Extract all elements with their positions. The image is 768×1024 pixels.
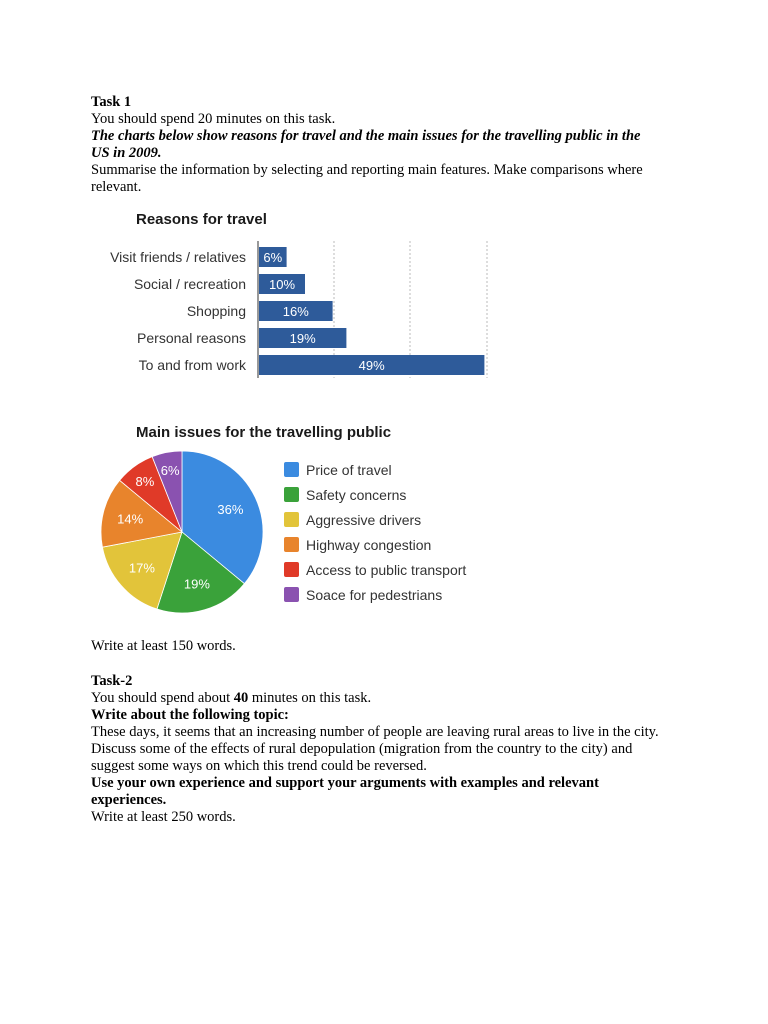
legend-swatch	[284, 587, 299, 602]
pie-value-label: 14%	[117, 511, 144, 527]
pie-value-label: 36%	[217, 502, 244, 518]
bar-value-label: 49%	[358, 358, 385, 373]
legend-swatch	[284, 562, 299, 577]
task2-time-value: 40	[233, 690, 249, 706]
bar-category-label: Shopping	[186, 303, 246, 319]
task2-body-line3: suggest some ways on which this trend could be reversed.	[91, 758, 427, 774]
task1-prompt-line2: US in 2009.	[91, 145, 162, 161]
legend-label: Aggressive drivers	[306, 512, 422, 528]
main-issues-chart	[101, 424, 466, 613]
task2-time-prefix: You should spend about	[91, 690, 234, 706]
legend-swatch	[284, 537, 299, 552]
task2-support-line1: Use your own experience and support your arguments with examples and relevant	[91, 775, 599, 791]
task1-word-count: Write at least 150 words.	[91, 638, 236, 654]
bar-value-label: 16%	[282, 304, 309, 319]
task2-time	[91, 690, 681, 707]
bar-value-label: 6%	[263, 250, 283, 265]
legend-label: Access to public transport	[306, 562, 467, 578]
task1-footer	[91, 638, 681, 655]
task2-heading: Task-2	[91, 673, 133, 689]
bar-chart-title: Reasons for travel	[136, 211, 267, 228]
legend-swatch	[284, 462, 299, 477]
task1-time: You should spend 20 minutes on this task.	[91, 111, 336, 127]
bar-value-label: 10%	[268, 277, 296, 292]
task2-word-count: Write at least 250 words.	[91, 809, 236, 825]
legend-swatch	[284, 512, 299, 527]
legend-label: Safety concerns	[306, 487, 407, 503]
pie-value-label: 6%	[160, 462, 180, 478]
pie-value-label: 17%	[128, 560, 155, 576]
legend-label: Soace for pedestrians	[306, 587, 443, 603]
bar-category-label: To and from work	[138, 357, 246, 373]
bar-category-label: Social / recreation	[133, 276, 246, 292]
legend-swatch	[284, 487, 299, 502]
task2-body-line1: These days, it seems that an increasing number of people are leaving rural areas to live in the city.	[91, 724, 659, 740]
task1-heading: Task 1	[91, 94, 132, 110]
pie-value-label: 8%	[135, 473, 155, 489]
task1-instruction-line2: relevant.	[91, 179, 142, 195]
bar-category-label: Personal reasons	[137, 330, 246, 346]
legend-label: Price of travel	[306, 462, 392, 478]
pie-value-label: 19%	[183, 576, 210, 592]
task2-support-line2: experiences.	[91, 792, 167, 808]
pie-chart-title: Main issues for the travelling public	[136, 424, 392, 441]
reasons-for-travel-chart	[110, 211, 487, 378]
task1-instruction-line1: Summarise the information by selecting and reporting main features. Make comparisons where	[91, 162, 643, 178]
legend-label: Highway congestion	[306, 537, 432, 553]
task2-section	[91, 673, 681, 826]
task2-time-suffix: minutes on this task.	[248, 690, 372, 706]
bar-category-label: Visit friends / relatives	[110, 249, 246, 265]
task2-topic-label: Write about the following topic:	[91, 707, 289, 723]
bar-value-label: 19%	[289, 331, 316, 346]
task1-prompt-line1: The charts below show reasons for travel and the main issues for the travelling public in the	[91, 128, 641, 144]
task2-body-line2: Discuss some of the effects of rural depopulation (migration from the country to the city) and	[91, 741, 633, 757]
